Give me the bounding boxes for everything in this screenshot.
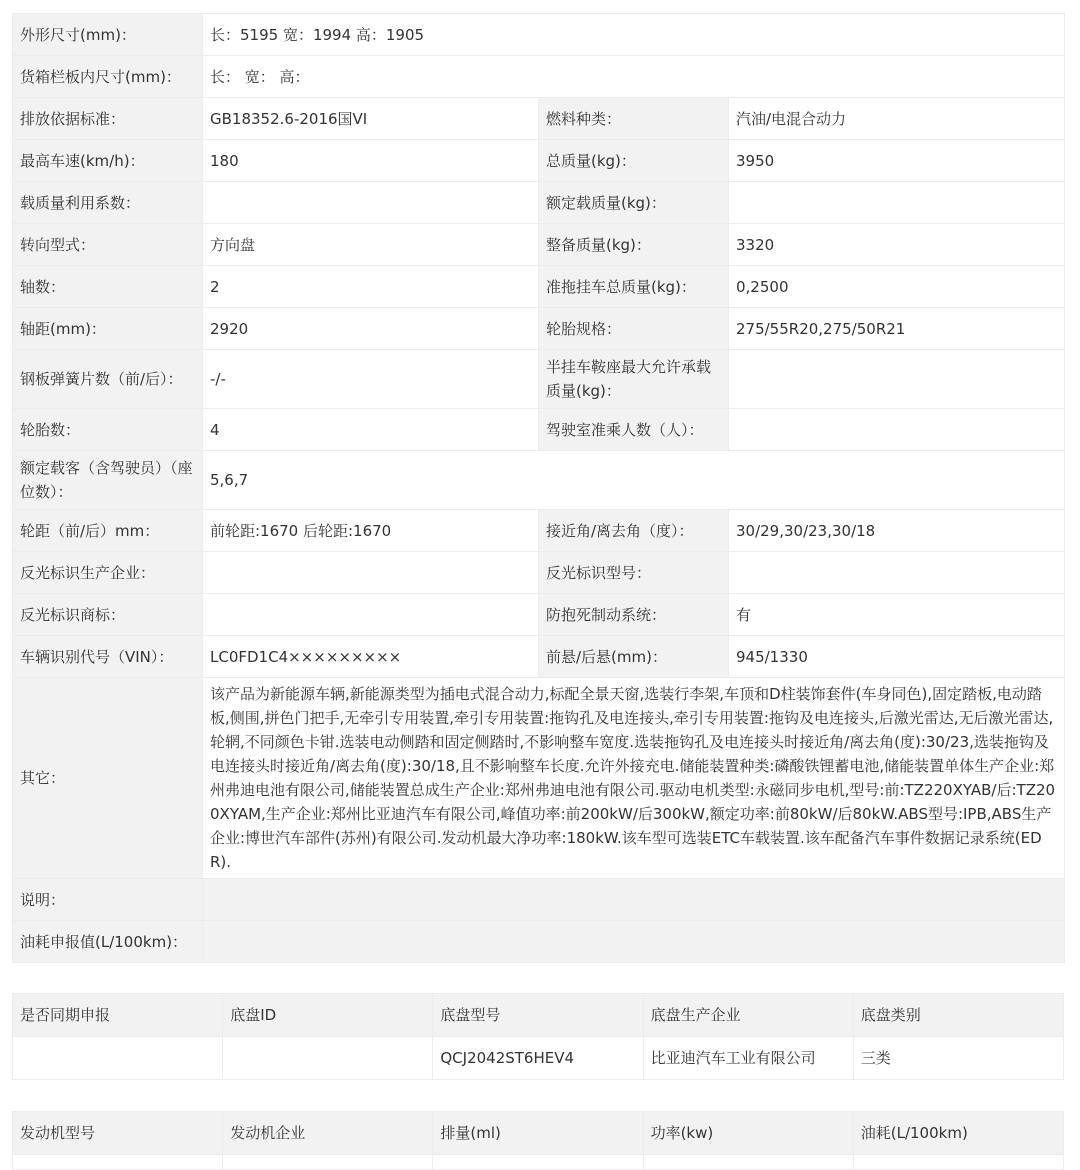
spec-row-passengers bbox=[13, 451, 1065, 510]
chassis-header-row bbox=[13, 994, 1064, 1037]
abs-value: 有 bbox=[729, 594, 1065, 636]
engine-cell bbox=[433, 1155, 643, 1170]
reflector-brand-label: 反光标识商标： bbox=[13, 594, 203, 636]
reflector-model-value bbox=[729, 552, 1065, 594]
trailer-mass-value: 0,2500 bbox=[729, 266, 1065, 308]
spec-row-wheelbase bbox=[13, 308, 1065, 350]
tire-count-value: 4 bbox=[203, 409, 539, 451]
dimensions-value: 长：5195 宽：1994 高：1905 bbox=[203, 14, 1065, 56]
passengers-value: 5,6,7 bbox=[203, 451, 1065, 510]
chassis-cell bbox=[223, 1037, 433, 1080]
trailer-mass-label: 准拖挂车总质量(kg)： bbox=[539, 266, 729, 308]
overhang-label: 前悬/后悬(mm)： bbox=[539, 636, 729, 678]
cargo-dimensions-label: 货箱栏板内尺寸(mm)： bbox=[13, 56, 203, 98]
note-label: 说明： bbox=[13, 879, 203, 921]
other-value: 该产品为新能源车辆,新能源类型为插电式混合动力,标配全景天窗,选装行李架,车顶和D柱装饰套件(车身同色),固定踏板,电动踏板,侧围,拼色门把手,无牵引专用装置,牵引专用装置:拖钩孔及电连接头,牵引专用装置:拖钩及电连接头,后激光雷达,无后激光雷达,轮辋,不同颜色卡钳.选装电动侧踏和固定侧踏时,不影响整车宽度.选装拖钩孔及电连接头时接近角/离去角(度):30/23,选装拖钩及电连接头时接近角/离去角(度):30/18,且不影响整车长度.允许外接充电.储能装置种类:磷酸铁锂蓄电池,储能装置单体生产企业:郑州弗迪电池有限公司,储能装置总成生产企业:郑州弗迪电池有限公司.驱动电机类型:永磁同步电机,型号:前:TZ220XYAB/后:TZ200XYAM,生产企业:郑州比亚迪汽车有限公司,峰值功率:前200kW/后300kW,额定功率:前80kW/后80kW.ABS型号:IPB,ABS生产企业:博世汽车部件(苏州)有限公司.发动机最大净功率:180kW.该车型可选装ETC车载装置.该车配备汽车事件数据记录系统(EDR). bbox=[203, 678, 1065, 879]
spec-row-tires bbox=[13, 409, 1065, 451]
spec-row-fuel-report bbox=[13, 921, 1065, 963]
approach-departure-angle-value: 30/29,30/23,30/18 bbox=[729, 510, 1065, 552]
reflector-brand-value bbox=[203, 594, 539, 636]
spec-row-other bbox=[13, 678, 1065, 879]
note-value bbox=[203, 879, 1065, 921]
overhang-value: 945/1330 bbox=[729, 636, 1065, 678]
engine-cell bbox=[853, 1155, 1063, 1170]
cab-seats-label: 驾驶室准乘人数（人）： bbox=[539, 409, 729, 451]
curb-mass-label: 整备质量(kg)： bbox=[539, 224, 729, 266]
load-coefficient-value bbox=[203, 182, 539, 224]
reflector-maker-value bbox=[203, 552, 539, 594]
fuel-report-value bbox=[203, 921, 1065, 963]
fuel-report-label: 油耗申报值(L/100km)： bbox=[13, 921, 203, 963]
vin-label: 车辆识别代号（VIN）： bbox=[13, 636, 203, 678]
rated-load-value bbox=[729, 182, 1065, 224]
passengers-label: 额定载客（含驾驶员）（座位数）： bbox=[13, 451, 203, 510]
spec-row-speed bbox=[13, 140, 1065, 182]
chassis-cell: 比亚迪汽车工业有限公司 bbox=[643, 1037, 853, 1080]
fuel-type-label: 燃料种类： bbox=[539, 98, 729, 140]
engine-cell bbox=[643, 1155, 853, 1170]
spec-row-steering bbox=[13, 224, 1065, 266]
spec-row-vin bbox=[13, 636, 1065, 678]
approach-departure-angle-label: 接近角/离去角（度）： bbox=[539, 510, 729, 552]
tire-count-label: 轮胎数： bbox=[13, 409, 203, 451]
engine-header-cell: 排量(ml) bbox=[433, 1112, 643, 1155]
chassis-table bbox=[12, 993, 1064, 1080]
leaf-spring-label: 钢板弹簧片数（前/后）： bbox=[13, 350, 203, 409]
engine-cell bbox=[13, 1155, 223, 1170]
chassis-header-cell: 底盘类别 bbox=[853, 994, 1063, 1037]
spec-row-note bbox=[13, 879, 1065, 921]
emission-standard-value: GB18352.6-2016国VI bbox=[203, 98, 539, 140]
engine-table bbox=[12, 1111, 1064, 1170]
steering-type-label: 转向型式： bbox=[13, 224, 203, 266]
saddle-load-value bbox=[729, 350, 1065, 409]
emission-standard-label: 排放依据标准： bbox=[13, 98, 203, 140]
table-row bbox=[13, 1155, 1064, 1170]
vehicle-spec-table bbox=[12, 13, 1065, 963]
wheelbase-value: 2920 bbox=[203, 308, 539, 350]
engine-header-row bbox=[13, 1112, 1064, 1155]
chassis-header-cell: 是否同期申报 bbox=[13, 994, 223, 1037]
steering-type-value: 方向盘 bbox=[203, 224, 539, 266]
wheelbase-label: 轴距(mm)： bbox=[13, 308, 203, 350]
total-mass-value: 3950 bbox=[729, 140, 1065, 182]
fuel-type-value: 汽油/电混合动力 bbox=[729, 98, 1065, 140]
spec-row-springs bbox=[13, 350, 1065, 409]
cargo-dimensions-value: 长： 宽： 高： bbox=[203, 56, 1065, 98]
spec-row-cargo bbox=[13, 56, 1065, 98]
spec-row-load bbox=[13, 182, 1065, 224]
reflector-model-label: 反光标识型号： bbox=[539, 552, 729, 594]
leaf-spring-value: -/- bbox=[203, 350, 539, 409]
tire-spec-label: 轮胎规格： bbox=[539, 308, 729, 350]
dimensions-label: 外形尺寸(mm)： bbox=[13, 14, 203, 56]
vin-value: LC0FD1C4××××××××× bbox=[203, 636, 539, 678]
chassis-header-cell: 底盘生产企业 bbox=[643, 994, 853, 1037]
abs-label: 防抱死制动系统： bbox=[539, 594, 729, 636]
reflector-maker-label: 反光标识生产企业： bbox=[13, 552, 203, 594]
chassis-header-cell: 底盘型号 bbox=[433, 994, 643, 1037]
chassis-cell bbox=[13, 1037, 223, 1080]
spec-row-axles bbox=[13, 266, 1065, 308]
engine-header-cell: 功率(kw) bbox=[643, 1112, 853, 1155]
tire-spec-value: 275/55R20,275/50R21 bbox=[729, 308, 1065, 350]
spec-row-reflector-brand bbox=[13, 594, 1065, 636]
spec-row-dimensions bbox=[13, 14, 1065, 56]
cab-seats-value bbox=[729, 409, 1065, 451]
spec-row-emission bbox=[13, 98, 1065, 140]
chassis-cell: QCJ2042ST6HEV4 bbox=[433, 1037, 643, 1080]
total-mass-label: 总质量(kg)： bbox=[539, 140, 729, 182]
spec-row-track bbox=[13, 510, 1065, 552]
engine-cell bbox=[223, 1155, 433, 1170]
track-width-value: 前轮距:1670 后轮距:1670 bbox=[203, 510, 539, 552]
chassis-header-cell: 底盘ID bbox=[223, 994, 433, 1037]
engine-header-cell: 发动机企业 bbox=[223, 1112, 433, 1155]
track-width-label: 轮距（前/后）mm： bbox=[13, 510, 203, 552]
axle-count-value: 2 bbox=[203, 266, 539, 308]
max-speed-label: 最高车速(km/h)： bbox=[13, 140, 203, 182]
chassis-cell: 三类 bbox=[853, 1037, 1063, 1080]
max-speed-value: 180 bbox=[203, 140, 539, 182]
engine-header-cell: 发动机型号 bbox=[13, 1112, 223, 1155]
spec-row-reflector-maker bbox=[13, 552, 1065, 594]
curb-mass-value: 3320 bbox=[729, 224, 1065, 266]
table-row bbox=[13, 1037, 1064, 1080]
load-coefficient-label: 载质量利用系数： bbox=[13, 182, 203, 224]
engine-header-cell: 油耗(L/100km) bbox=[853, 1112, 1063, 1155]
axle-count-label: 轴数： bbox=[13, 266, 203, 308]
rated-load-label: 额定载质量(kg)： bbox=[539, 182, 729, 224]
other-label: 其它： bbox=[13, 678, 203, 879]
saddle-load-label: 半挂车鞍座最大允许承载质量(kg)： bbox=[539, 350, 729, 409]
